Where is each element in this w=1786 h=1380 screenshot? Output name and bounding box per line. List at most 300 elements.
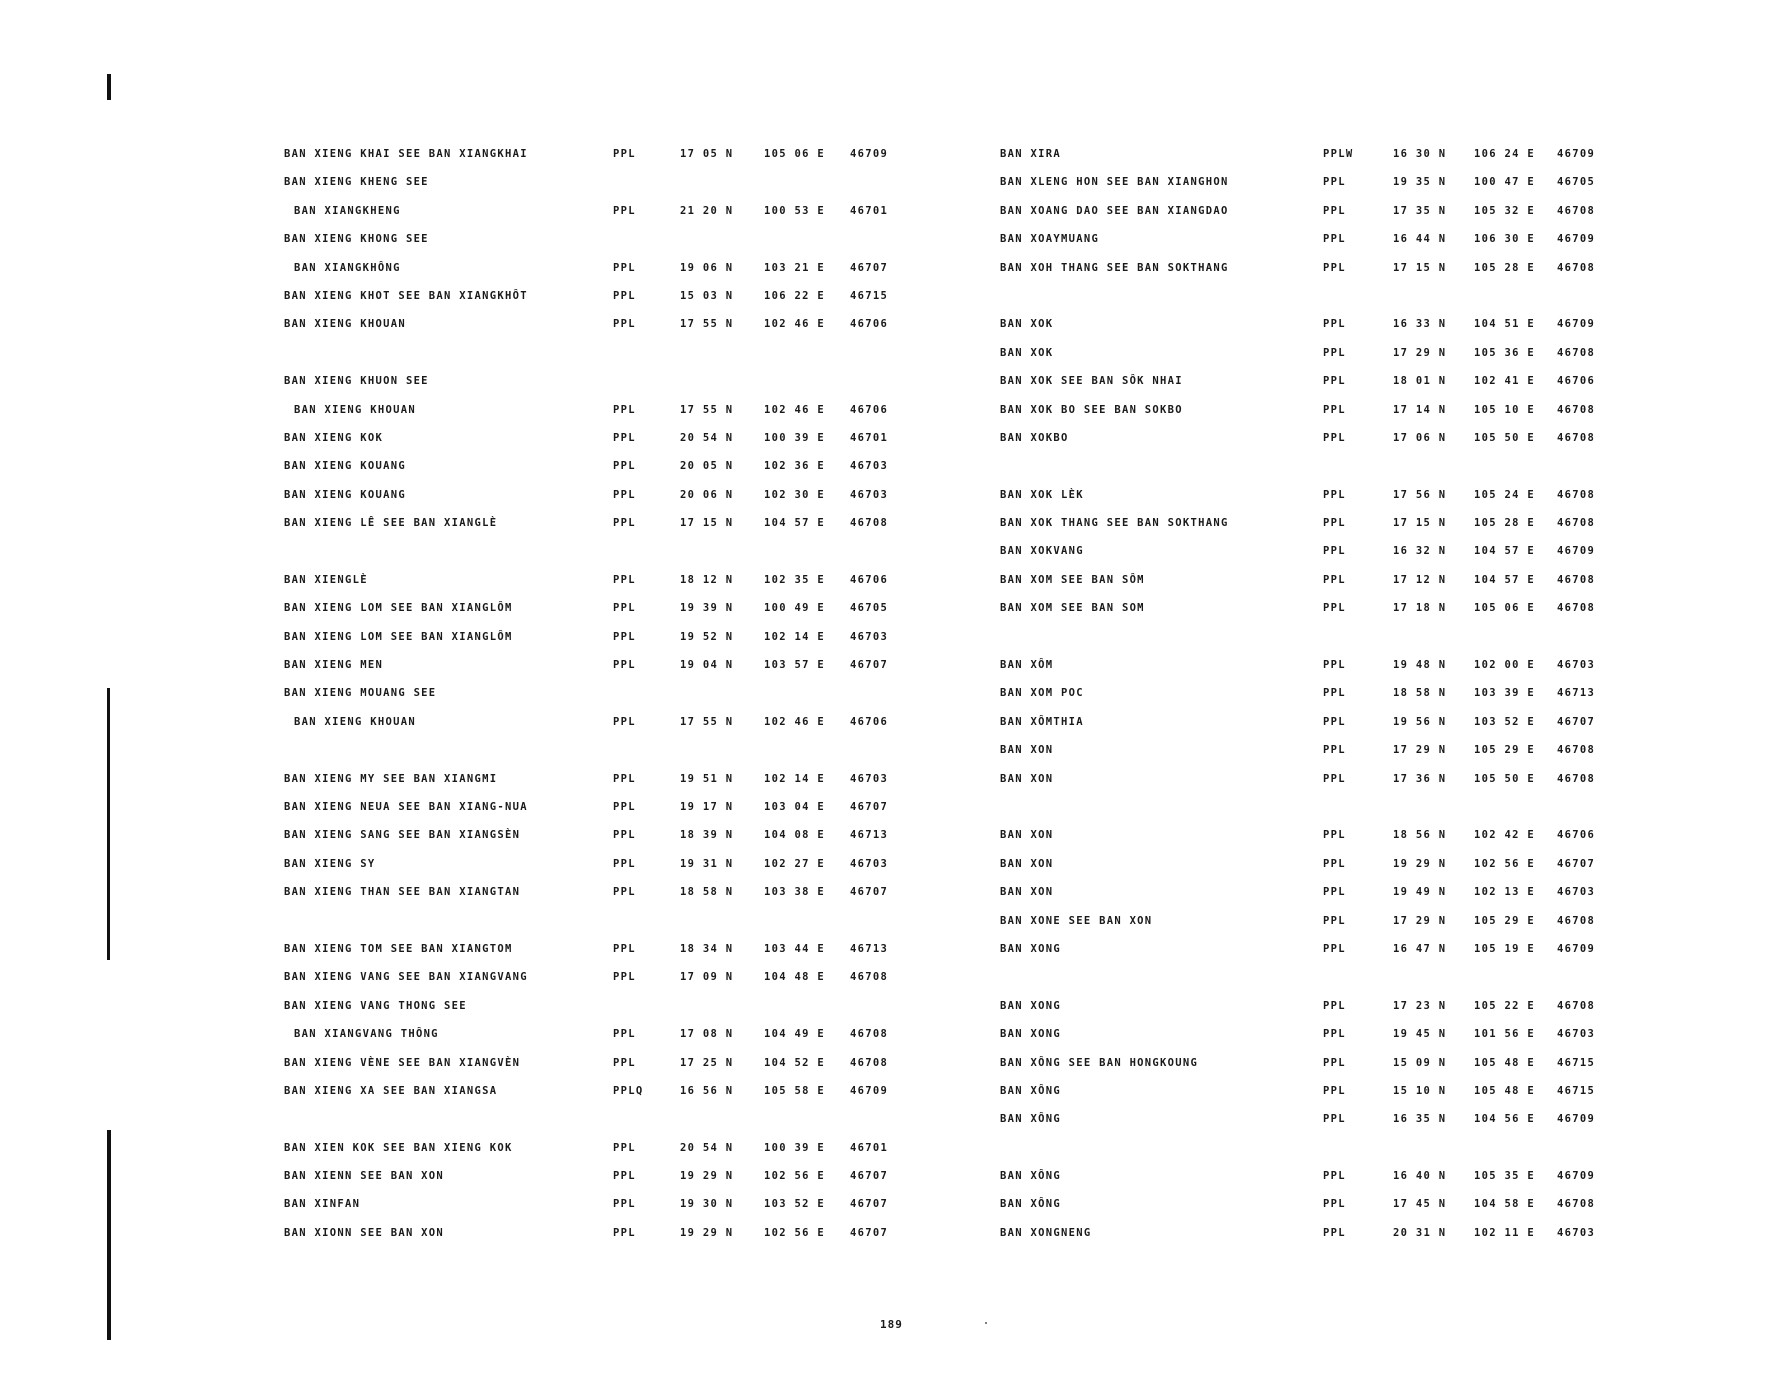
latitude: 19 39 N: [680, 602, 734, 615]
feature-code: PPL: [1323, 261, 1346, 274]
latitude: 20 54 N: [680, 1141, 734, 1154]
place-name: BAN XON: [1000, 772, 1054, 785]
longitude: 105 28 E: [1474, 517, 1535, 530]
latitude: 19 06 N: [680, 261, 734, 274]
place-name: BAN XIENG KHOUAN: [284, 318, 406, 331]
place-name: BAN XON: [1000, 829, 1054, 842]
gazetteer-entry: [284, 596, 1004, 624]
latitude: 18 56 N: [1393, 829, 1447, 842]
gazetteer-entry: [284, 681, 1004, 709]
gazetteer-entry: [1000, 767, 1720, 795]
gazetteer-entry: [284, 795, 1004, 823]
longitude: 100 47 E: [1474, 176, 1535, 189]
latitude: 16 35 N: [1393, 1113, 1447, 1126]
longitude: 105 36 E: [1474, 346, 1535, 359]
longitude: 102 56 E: [764, 1170, 825, 1183]
gazetteer-entry: [284, 426, 1004, 454]
binding-edge-mark: [107, 688, 110, 960]
gazetteer-entry: [284, 625, 1004, 653]
sheet-number: 46707: [850, 1226, 889, 1239]
binding-edge-mark: [107, 74, 111, 100]
latitude: 19 29 N: [1393, 857, 1447, 870]
gazetteer-entry: [1000, 199, 1720, 227]
longitude: 100 39 E: [764, 1141, 825, 1154]
latitude: 17 55 N: [680, 715, 734, 728]
feature-code: PPL: [1323, 545, 1346, 558]
gazetteer-entry: [1000, 1051, 1720, 1079]
sheet-number: 46708: [1557, 1198, 1596, 1211]
latitude: 16 47 N: [1393, 942, 1447, 955]
latitude: 17 55 N: [680, 318, 734, 331]
blank-row: [284, 738, 1004, 766]
longitude: 102 46 E: [764, 318, 825, 331]
feature-code: PPL: [613, 431, 636, 444]
sheet-number: 46708: [1557, 431, 1596, 444]
gazetteer-entry: [1000, 568, 1720, 596]
longitude: 103 44 E: [764, 942, 825, 955]
sheet-number: 46708: [1557, 346, 1596, 359]
gazetteer-entry: [1000, 227, 1720, 255]
latitude: 17 12 N: [1393, 573, 1447, 586]
sheet-number: 46709: [1557, 233, 1596, 246]
latitude: 19 35 N: [1393, 176, 1447, 189]
place-name: BAN XIENG XA SEE BAN XIANGSA: [284, 1084, 498, 1097]
feature-code: PPL: [613, 772, 636, 785]
feature-code: PPL: [613, 829, 636, 842]
gazetteer-entry: [1000, 142, 1720, 170]
gazetteer-entry: [1000, 937, 1720, 965]
feature-code: PPL: [1323, 687, 1346, 700]
sheet-number: 46707: [850, 659, 889, 672]
place-name: BAN XOH THANG SEE BAN SOKTHANG: [1000, 261, 1229, 274]
longitude: 100 49 E: [764, 602, 825, 615]
sheet-number: 46708: [1557, 261, 1596, 274]
feature-code: PPL: [613, 1198, 636, 1211]
place-name: BAN XOK LÈK: [1000, 488, 1084, 501]
latitude: 19 52 N: [680, 630, 734, 643]
place-name: BAN XIENG KHOUAN: [294, 403, 416, 416]
gazetteer-entry: [1000, 426, 1720, 454]
place-name: BAN XIANGVANG THÔNG: [294, 1028, 439, 1041]
sheet-number: 46706: [850, 403, 889, 416]
feature-code: PPL: [1323, 1084, 1346, 1097]
latitude: 17 55 N: [680, 403, 734, 416]
longitude: 102 14 E: [764, 772, 825, 785]
longitude: 102 35 E: [764, 573, 825, 586]
sheet-number: 46706: [850, 715, 889, 728]
place-name: BAN XÔNG: [1000, 1198, 1061, 1211]
sheet-number: 46709: [1557, 1170, 1596, 1183]
longitude: 102 00 E: [1474, 659, 1535, 672]
sheet-number: 46709: [1557, 545, 1596, 558]
latitude: 19 49 N: [1393, 886, 1447, 899]
longitude: 103 57 E: [764, 659, 825, 672]
gazetteer-entry: [1000, 1079, 1720, 1107]
sheet-number: 46708: [850, 1028, 889, 1041]
place-name: BAN XIENGLÈ: [284, 573, 368, 586]
gazetteer-entry: [284, 880, 1004, 908]
feature-code: PPL: [613, 261, 636, 274]
longitude: 100 39 E: [764, 431, 825, 444]
feature-code: PPL: [613, 148, 636, 160]
gazetteer-entry: [1000, 1107, 1720, 1135]
sheet-number: 46705: [850, 602, 889, 615]
place-name: BAN XON: [1000, 857, 1054, 870]
longitude: 101 56 E: [1474, 1028, 1535, 1041]
gazetteer-column-left: [284, 142, 1004, 1249]
place-name: BAN XIENG LOM SEE BAN XIANGLÔM: [284, 602, 513, 615]
latitude: 15 09 N: [1393, 1056, 1447, 1069]
latitude: 19 56 N: [1393, 715, 1447, 728]
latitude: 17 56 N: [1393, 488, 1447, 501]
longitude: 102 42 E: [1474, 829, 1535, 842]
sheet-number: 46701: [850, 204, 889, 217]
sheet-number: 46706: [850, 573, 889, 586]
sheet-number: 46708: [1557, 772, 1596, 785]
place-name: BAN XINFAN: [284, 1198, 361, 1211]
gazetteer-entry: [284, 823, 1004, 851]
longitude: 104 57 E: [1474, 573, 1535, 586]
gazetteer-entry: [284, 994, 1004, 1022]
feature-code: PPL: [613, 942, 636, 955]
sheet-number: 46703: [850, 488, 889, 501]
latitude: 15 10 N: [1393, 1084, 1447, 1097]
place-name: BAN XIONN SEE BAN XON: [284, 1226, 445, 1239]
longitude: 102 30 E: [764, 488, 825, 501]
feature-code: PPL: [613, 659, 636, 672]
feature-code: PPL: [613, 289, 636, 302]
sheet-number: 46703: [1557, 1226, 1596, 1239]
place-name: BAN XONGNENG: [1000, 1226, 1092, 1239]
longitude: 105 06 E: [764, 148, 825, 160]
feature-code: PPL: [1323, 942, 1346, 955]
sheet-number: 46713: [850, 942, 889, 955]
gazetteer-entry: [284, 398, 1004, 426]
gazetteer-entry: [284, 1192, 1004, 1220]
longitude: 102 14 E: [764, 630, 825, 643]
latitude: 17 29 N: [1393, 346, 1447, 359]
latitude: 20 31 N: [1393, 1226, 1447, 1239]
place-name: BAN XÔM: [1000, 659, 1054, 672]
place-name: BAN XÔMTHIA: [1000, 715, 1084, 728]
feature-code: PPL: [1323, 1028, 1346, 1041]
gazetteer-entry: [1000, 170, 1720, 198]
feature-code: PPL: [1323, 715, 1346, 728]
place-name: BAN XOK THANG SEE BAN SOKTHANG: [1000, 517, 1229, 530]
place-name: BAN XOK BO SEE BAN SOKBO: [1000, 403, 1183, 416]
feature-code: PPL: [1323, 659, 1346, 672]
place-name: BAN XIENG KOK: [284, 431, 384, 444]
sheet-number: 46708: [1557, 602, 1596, 615]
place-name: BAN XOK: [1000, 346, 1054, 359]
place-name: BAN XOM SEE BAN SÔM: [1000, 573, 1145, 586]
sheet-number: 46707: [850, 800, 889, 813]
place-name: BAN XIRA: [1000, 148, 1061, 160]
latitude: 19 48 N: [1393, 659, 1447, 672]
gazetteer-entry: [1000, 710, 1720, 738]
feature-code: PPL: [613, 318, 636, 331]
sheet-number: 46703: [1557, 886, 1596, 899]
sheet-number: 46701: [850, 431, 889, 444]
feature-code: PPL: [1323, 886, 1346, 899]
longitude: 106 30 E: [1474, 233, 1535, 246]
feature-code: PPL: [1323, 1113, 1346, 1126]
latitude: 16 32 N: [1393, 545, 1447, 558]
latitude: 18 58 N: [1393, 687, 1447, 700]
gazetteer-entry: [284, 1051, 1004, 1079]
place-name: BAN XON: [1000, 744, 1054, 757]
sheet-number: 46713: [1557, 687, 1596, 700]
place-name: BAN XIENG KHOT SEE BAN XIANGKHÔT: [284, 289, 528, 302]
latitude: 19 29 N: [680, 1170, 734, 1183]
feature-code: PPL: [1323, 431, 1346, 444]
longitude: 103 39 E: [1474, 687, 1535, 700]
place-name: BAN XIENG LÊ SEE BAN XIANGLÈ: [284, 517, 498, 530]
place-name: BAN XIENG KOUANG: [284, 460, 406, 473]
feature-code: PPL: [1323, 914, 1346, 927]
sheet-number: 46708: [850, 971, 889, 984]
sheet-number: 46706: [1557, 375, 1596, 388]
feature-code: PPL: [1323, 233, 1346, 246]
place-name: BAN XONG: [1000, 942, 1061, 955]
longitude: 104 57 E: [764, 517, 825, 530]
longitude: 106 24 E: [1474, 148, 1535, 160]
longitude: 104 48 E: [764, 971, 825, 984]
sheet-number: 46706: [1557, 829, 1596, 842]
blank-row: [284, 1107, 1004, 1135]
place-name: BAN XIENG VANG SEE BAN XIANGVANG: [284, 971, 528, 984]
longitude: 104 49 E: [764, 1028, 825, 1041]
blank-row: [284, 539, 1004, 567]
latitude: 17 15 N: [1393, 261, 1447, 274]
latitude: 17 05 N: [680, 148, 734, 160]
longitude: 103 52 E: [764, 1198, 825, 1211]
sheet-number: 46708: [850, 1056, 889, 1069]
blank-row: [1000, 795, 1720, 823]
longitude: 104 52 E: [764, 1056, 825, 1069]
longitude: 104 57 E: [1474, 545, 1535, 558]
feature-code: PPLW: [1323, 148, 1354, 160]
latitude: 17 15 N: [680, 517, 734, 530]
feature-code: PPL: [1323, 318, 1346, 331]
gazetteer-entry: [284, 369, 1004, 397]
feature-code: PPLQ: [613, 1084, 644, 1097]
blank-row: [1000, 284, 1720, 312]
latitude: 19 31 N: [680, 857, 734, 870]
blank-row: [1000, 1136, 1720, 1164]
gazetteer-entry: [1000, 483, 1720, 511]
latitude: 17 23 N: [1393, 999, 1447, 1012]
latitude: 19 04 N: [680, 659, 734, 672]
gazetteer-entry: [1000, 994, 1720, 1022]
longitude: 104 08 E: [764, 829, 825, 842]
latitude: 18 39 N: [680, 829, 734, 842]
place-name: BAN XOM POC: [1000, 687, 1084, 700]
gazetteer-entry: [1000, 1192, 1720, 1220]
longitude: 105 32 E: [1474, 204, 1535, 217]
sheet-number: 46701: [850, 1141, 889, 1154]
place-name: BAN XIEN KOK SEE BAN XIENG KOK: [284, 1141, 513, 1154]
feature-code: PPL: [1323, 517, 1346, 530]
gazetteer-entry: [1000, 738, 1720, 766]
latitude: 17 36 N: [1393, 772, 1447, 785]
latitude: 16 44 N: [1393, 233, 1447, 246]
gazetteer-entry: [1000, 398, 1720, 426]
gazetteer-entry: [1000, 256, 1720, 284]
gazetteer-entry: [1000, 312, 1720, 340]
latitude: 20 05 N: [680, 460, 734, 473]
feature-code: PPL: [613, 1028, 636, 1041]
gazetteer-entry: [284, 511, 1004, 539]
place-name: BAN XÔNG: [1000, 1170, 1061, 1183]
gazetteer-entry: [284, 284, 1004, 312]
longitude: 105 35 E: [1474, 1170, 1535, 1183]
feature-code: PPL: [1323, 573, 1346, 586]
gazetteer-entry: [284, 710, 1004, 738]
latitude: 17 15 N: [1393, 517, 1447, 530]
place-name: BAN XONG: [1000, 1028, 1061, 1041]
latitude: 18 12 N: [680, 573, 734, 586]
place-name: BAN XIANGKHÔNG: [294, 261, 401, 274]
latitude: 18 01 N: [1393, 375, 1447, 388]
latitude: 16 56 N: [680, 1084, 734, 1097]
place-name: BAN XOK: [1000, 318, 1054, 331]
place-name: BAN XIENG MOUANG SEE: [284, 687, 437, 700]
sheet-number: 46709: [1557, 148, 1596, 160]
feature-code: PPL: [613, 403, 636, 416]
latitude: 17 18 N: [1393, 602, 1447, 615]
gazetteer-entry: [284, 1022, 1004, 1050]
latitude: 16 33 N: [1393, 318, 1447, 331]
longitude: 104 58 E: [1474, 1198, 1535, 1211]
sheet-number: 46707: [850, 886, 889, 899]
gazetteer-entry: [284, 653, 1004, 681]
latitude: 20 06 N: [680, 488, 734, 501]
gazetteer-entry: [284, 852, 1004, 880]
place-name: BAN XON: [1000, 886, 1054, 899]
place-name: BAN XOKVANG: [1000, 545, 1084, 558]
sheet-number: 46705: [1557, 176, 1596, 189]
feature-code: PPL: [1323, 204, 1346, 217]
longitude: 105 24 E: [1474, 488, 1535, 501]
latitude: 21 20 N: [680, 204, 734, 217]
feature-code: PPL: [613, 800, 636, 813]
feature-code: PPL: [1323, 1198, 1346, 1211]
feature-code: PPL: [1323, 744, 1346, 757]
feature-code: PPL: [613, 602, 636, 615]
place-name: BAN XIENG KOUANG: [284, 488, 406, 501]
gazetteer-entry: [1000, 511, 1720, 539]
latitude: 17 29 N: [1393, 914, 1447, 927]
gazetteer-entry: [284, 1164, 1004, 1192]
gazetteer-entry: [284, 568, 1004, 596]
feature-code: PPL: [613, 460, 636, 473]
sheet-number: 46708: [850, 517, 889, 530]
latitude: 17 08 N: [680, 1028, 734, 1041]
feature-code: PPL: [1323, 1226, 1346, 1239]
longitude: 103 04 E: [764, 800, 825, 813]
gazetteer-entry: [1000, 653, 1720, 681]
longitude: 105 19 E: [1474, 942, 1535, 955]
place-name: BAN XONG: [1000, 999, 1061, 1012]
longitude: 102 13 E: [1474, 886, 1535, 899]
longitude: 102 56 E: [764, 1226, 825, 1239]
latitude: 16 40 N: [1393, 1170, 1447, 1183]
gazetteer-entry: [284, 454, 1004, 482]
longitude: 104 51 E: [1474, 318, 1535, 331]
gazetteer-entry: [284, 965, 1004, 993]
longitude: 105 48 E: [1474, 1084, 1535, 1097]
sheet-number: 46709: [1557, 1113, 1596, 1126]
place-name: BAN XIENN SEE BAN XON: [284, 1170, 445, 1183]
gazetteer-entry: [1000, 596, 1720, 624]
longitude: 105 28 E: [1474, 261, 1535, 274]
gazetteer-entry: [1000, 909, 1720, 937]
sheet-number: 46715: [1557, 1056, 1596, 1069]
sheet-number: 46709: [850, 148, 889, 160]
place-name: BAN XOKBO: [1000, 431, 1069, 444]
place-name: BAN XOK SEE BAN SÔK NHAI: [1000, 375, 1183, 388]
longitude: 102 27 E: [764, 857, 825, 870]
gazetteer-entry: [284, 1079, 1004, 1107]
longitude: 106 22 E: [764, 289, 825, 302]
place-name: BAN XIENG NEUA SEE BAN XIANG-NUA: [284, 800, 528, 813]
sheet-number: 46709: [1557, 318, 1596, 331]
longitude: 105 58 E: [764, 1084, 825, 1097]
gazetteer-entry: [1000, 1022, 1720, 1050]
latitude: 17 14 N: [1393, 403, 1447, 416]
latitude: 16 30 N: [1393, 148, 1447, 160]
latitude: 18 34 N: [680, 942, 734, 955]
binding-edge-mark: [107, 1130, 111, 1340]
page-number: 189: [880, 1318, 903, 1331]
longitude: 102 36 E: [764, 460, 825, 473]
gazetteer-entry: [284, 483, 1004, 511]
feature-code: PPL: [1323, 346, 1346, 359]
feature-code: PPL: [613, 715, 636, 728]
sheet-number: 46703: [1557, 1028, 1596, 1041]
gazetteer-entry: [1000, 1221, 1720, 1249]
longitude: 102 56 E: [1474, 857, 1535, 870]
gazetteer-entry: [284, 227, 1004, 255]
blank-row: [284, 909, 1004, 937]
sheet-number: 46708: [1557, 914, 1596, 927]
feature-code: PPL: [613, 630, 636, 643]
latitude: 17 25 N: [680, 1056, 734, 1069]
latitude: 17 35 N: [1393, 204, 1447, 217]
gazetteer-entry: [284, 767, 1004, 795]
feature-code: PPL: [1323, 375, 1346, 388]
feature-code: PPL: [1323, 857, 1346, 870]
feature-code: PPL: [1323, 488, 1346, 501]
feature-code: PPL: [1323, 829, 1346, 842]
place-name: BAN XIENG KHUON SEE: [284, 375, 429, 388]
place-name: BAN XIENG THAN SEE BAN XIANGTAN: [284, 886, 521, 899]
gazetteer-entry: [284, 937, 1004, 965]
longitude: 105 50 E: [1474, 431, 1535, 444]
sheet-number: 46703: [850, 460, 889, 473]
feature-code: PPL: [1323, 1170, 1346, 1183]
place-name: BAN XLENG HON SEE BAN XIANGHON: [1000, 176, 1229, 189]
blank-row: [1000, 625, 1720, 653]
longitude: 105 50 E: [1474, 772, 1535, 785]
feature-code: PPL: [613, 204, 636, 217]
feature-code: PPL: [613, 857, 636, 870]
sheet-number: 46709: [1557, 942, 1596, 955]
blank-row: [284, 341, 1004, 369]
place-name: BAN XOANG DAO SEE BAN XIANGDAO: [1000, 204, 1229, 217]
feature-code: PPL: [1323, 772, 1346, 785]
